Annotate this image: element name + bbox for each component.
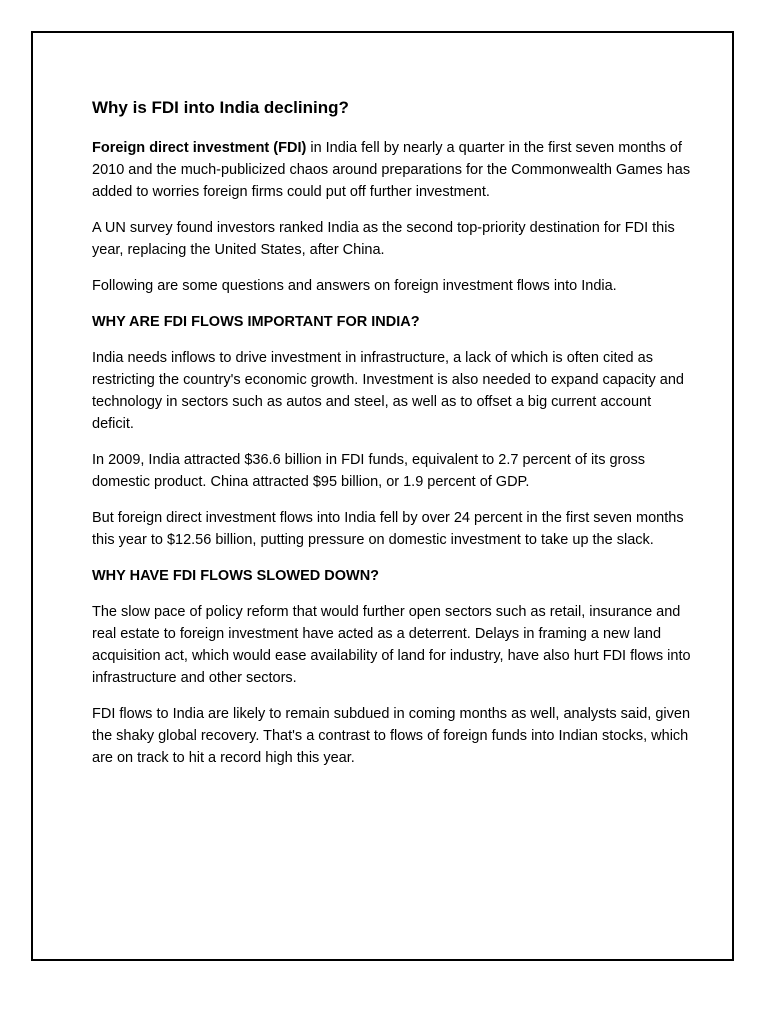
paragraph-outlook: FDI flows to India are likely to remain subdued in coming months as well, analysts said, given the shaky global recovery. That's a contrast to flows of foreign funds into Indian stocks, which are on track to hit a record high this year. <box>92 706 691 766</box>
paragraph-un-survey: A UN survey found investors ranked India as the second top-priority destination for FDI this year, replacing the United States, after China. <box>92 220 675 258</box>
section-heading-slowdown: WHY HAVE FDI FLOWS SLOWED DOWN? <box>92 568 380 584</box>
paragraph-intro <box>92 137 692 203</box>
fdi-term: Foreign direct investment (FDI) <box>92 140 307 156</box>
paragraph-qa-intro: Following are some questions and answers on foreign investment flows into India. <box>92 278 617 294</box>
paragraph-policy-reform: The slow pace of policy reform that would further open sectors such as retail, insurance and real estate to foreign investment have acted as a deterrent. Delays in framing a new land acquisition act, which would ease availability of land for industry, have also hurt FDI flows into infrastructure and other sectors. <box>92 604 691 686</box>
paragraph-inflows-need: India needs inflows to drive investment in infrastructure, a lack of which is often cited as restricting the country's economic growth. Investment is also needed to expand capacity and technology in sectors such as autos and steel, as well as to offset a big current account deficit. <box>92 350 684 432</box>
document-title: Why is FDI into India declining? <box>92 98 349 117</box>
document-page <box>31 31 734 961</box>
section-heading-importance: WHY ARE FDI FLOWS IMPORTANT FOR INDIA? <box>92 314 420 330</box>
paragraph-2009-figures: In 2009, India attracted $36.6 billion in FDI funds, equivalent to 2.7 percent of its gross domestic product. China attracted $95 billion, or 1.9 percent of GDP. <box>92 452 645 490</box>
paragraph-fdi-decline: But foreign direct investment flows into India fell by over 24 percent in the first seven months this year to $12.56 billion, putting pressure on domestic investment to take up the slack. <box>92 510 684 548</box>
paragraph-intro-text: in India fell by nearly a quarter in the first seven months of 2010 and the much-publicized chaos around preparations for the Commonwealth Games has added to worries foreign firms could put off further investment. <box>92 140 691 200</box>
document-body <box>92 97 692 783</box>
